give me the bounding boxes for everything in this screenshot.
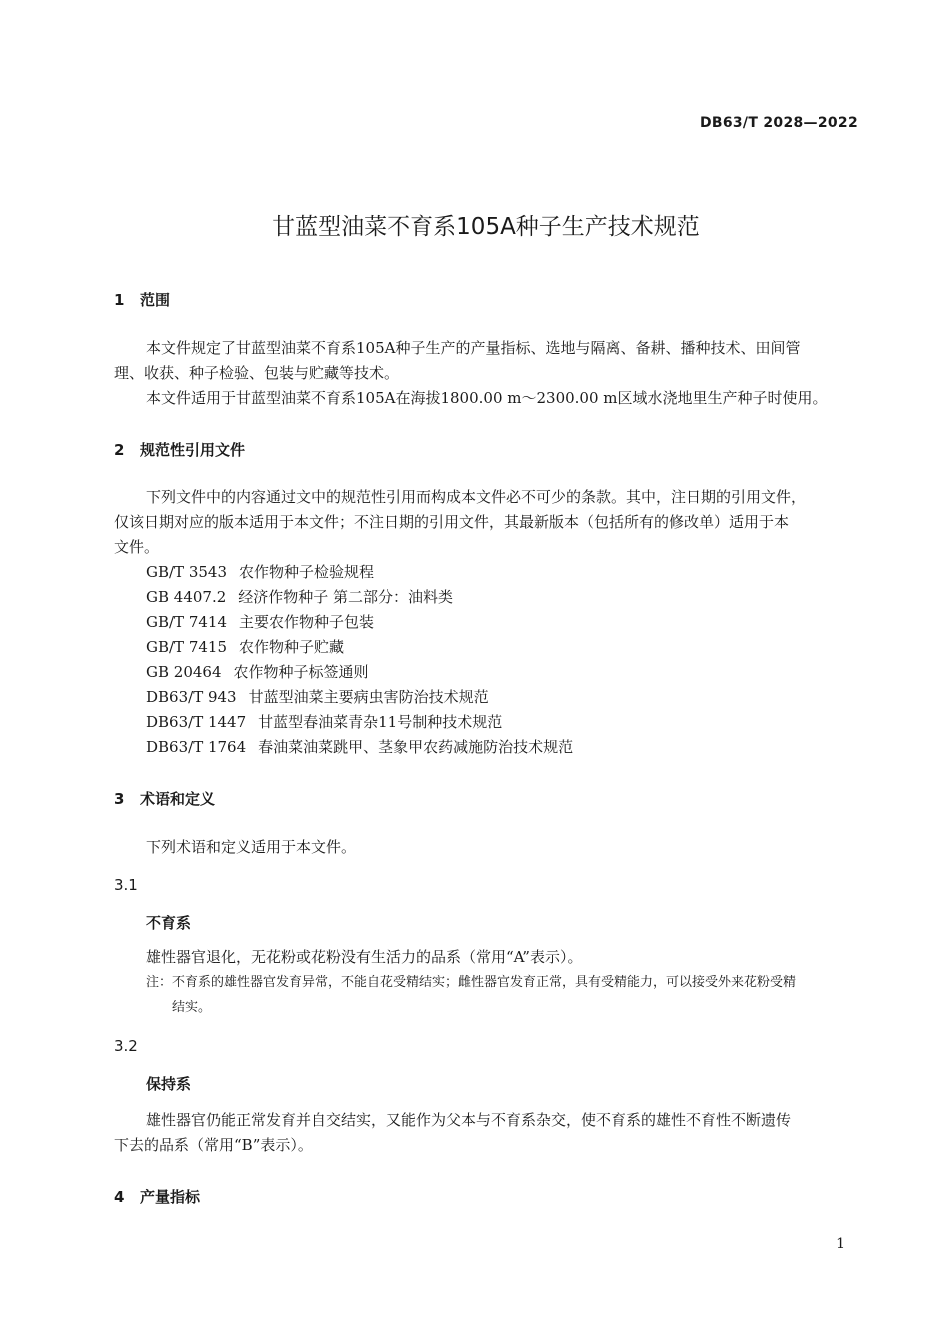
section-number: 2 — [114, 441, 125, 459]
section-heading-3 — [114, 788, 215, 809]
term-definition: 雄性器官退化，无花粉或花粉没有生活力的品系（常用“A”表示）。 — [146, 948, 583, 966]
term-definition-line-2: 下去的品系（常用“B”表示）。 — [114, 1136, 313, 1154]
reference-item — [146, 736, 573, 757]
section-heading-2 — [114, 439, 245, 460]
reference-title: 主要农作物种子包装 — [239, 613, 375, 631]
normative-intro-line-1: 下列文件中的内容通过文中的规范性引用而构成本文件必不可少的条款。其中，注日期的引用文件， — [146, 488, 807, 506]
section-title: 术语和定义 — [140, 790, 216, 808]
reference-item — [146, 711, 502, 732]
term-number: 3.1 — [114, 876, 138, 894]
reference-item — [146, 661, 369, 682]
section-title: 产量指标 — [140, 1188, 201, 1206]
section-title: 范围 — [140, 291, 171, 309]
reference-code: GB/T 7414 — [146, 613, 228, 631]
term-definition-line-1: 雄性器官仍能正常发育并自交结实，又能作为父本与不育系杂交，使不育系的雄性不育性不断遗传 — [146, 1111, 792, 1129]
normative-intro-line-2: 仅该日期对应的版本适用于本文件；不注日期的引用文件，其最新版本（包括所有的修改单）适用于本 — [114, 513, 790, 531]
reference-item — [146, 561, 374, 582]
reference-title: 农作物种子贮藏 — [239, 638, 345, 656]
page-number: 1 — [836, 1236, 845, 1252]
reference-title: 经济作物种子 第二部分：油料类 — [238, 588, 454, 606]
term-note-line-1: 注：不育系的雄性器官发育异常，不能自花受精结实；雌性器官发育正常，具有受精能力，可以接受外来花粉受精 — [146, 975, 797, 990]
reference-code: GB 20464 — [146, 663, 222, 681]
reference-code: GB 4407.2 — [146, 588, 227, 606]
reference-title: 春油菜油菜跳甲、茎象甲农药减施防治技术规范 — [258, 738, 574, 756]
section-number: 1 — [114, 291, 125, 309]
reference-item — [146, 611, 374, 632]
reference-item — [146, 586, 453, 607]
section-number: 3 — [114, 790, 125, 808]
reference-code: DB63/T 943 — [146, 688, 237, 706]
section-heading-4 — [114, 1186, 200, 1207]
scope-paragraph-1-line-2: 理、收获、种子检验、包装与贮藏等技术。 — [114, 364, 400, 382]
terms-intro: 下列术语和定义适用于本文件。 — [146, 838, 357, 856]
section-heading-1 — [114, 289, 170, 310]
term-name: 保持系 — [146, 1075, 192, 1093]
term-name: 不育系 — [146, 914, 192, 932]
reference-code: GB/T 7415 — [146, 638, 228, 656]
scope-paragraph-1-line-1: 本文件规定了甘蓝型油菜不育系105A种子生产的产量指标、选地与隔离、备耕、播种技术、田间管 — [146, 339, 801, 357]
reference-title: 农作物种子检验规程 — [239, 563, 375, 581]
reference-code: GB/T 3543 — [146, 563, 228, 581]
section-title: 规范性引用文件 — [140, 441, 246, 459]
term-note-line-2: 结实。 — [172, 1000, 212, 1015]
normative-intro-line-3: 文件。 — [114, 538, 160, 556]
reference-title: 农作物种子标签通则 — [233, 663, 369, 681]
reference-title: 甘蓝型油菜主要病虫害防治技术规范 — [248, 688, 489, 706]
section-number: 4 — [114, 1188, 125, 1206]
reference-item — [146, 686, 489, 707]
reference-item — [146, 636, 344, 657]
reference-code: DB63/T 1764 — [146, 738, 247, 756]
standard-number: DB63/T 2028—2022 — [699, 115, 858, 131]
scope-paragraph-2: 本文件适用于甘蓝型油菜不育系105A在海拔1800.00 m～2300.00 m区域水浇地里生产种子时使用。 — [146, 389, 828, 407]
reference-title: 甘蓝型春油菜青杂11号制种技术规范 — [258, 713, 503, 731]
document-title: 甘蓝型油菜不育系105A种子生产技术规范 — [272, 214, 700, 240]
reference-code: DB63/T 1447 — [146, 713, 247, 731]
term-number: 3.2 — [114, 1037, 138, 1055]
